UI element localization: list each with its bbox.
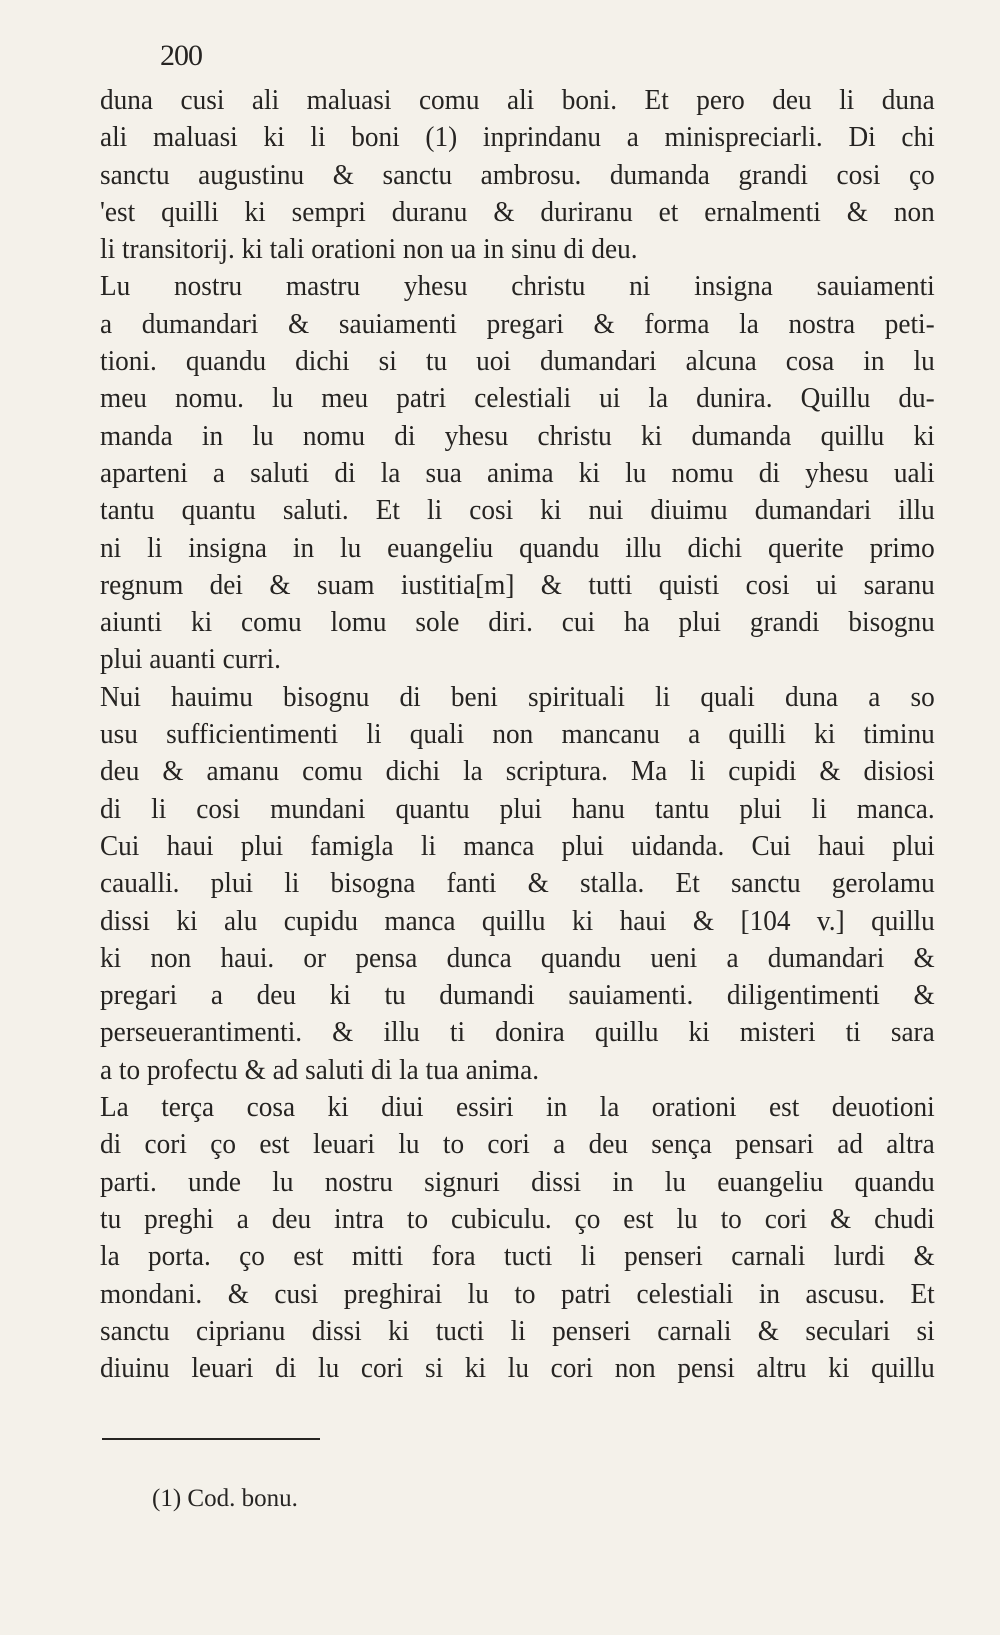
text-line: mondani. & cusi preghirai lu to patri celestiali in ascusu. Et	[100, 1277, 935, 1310]
text-line: manda in lu nomu di yhesu christu ki dumanda quillu ki	[100, 419, 935, 452]
text-line: li transitorij. ki tali orationi non ua in sinu di deu.	[100, 233, 638, 266]
text-line: usu sufficientimenti li quali non mancanu a quilli ki timinu	[100, 718, 935, 751]
text-line: perseuerantimenti. & illu ti donira quillu ki misteri ti sara	[100, 1016, 935, 1049]
text-line: sanctu augustinu & sanctu ambrosu. dumanda grandi cosi ço	[100, 158, 935, 191]
text-line: di li cosi mundani quantu plui hanu tantu plui li manca.	[100, 792, 935, 825]
text-line: tioni. quandu dichi si tu uoi dumandari alcuna cosa in lu	[100, 345, 935, 378]
text-line: parti. unde lu nostru signuri dissi in lu euangeliu quandu	[100, 1165, 935, 1198]
text-line: La terça cosa ki diui essiri in la orationi est deuotioni	[100, 1091, 935, 1124]
text-line: Nui hauimu bisognu di beni spirituali li quali duna a so	[100, 680, 935, 713]
text-line: aparteni a saluti di la sua anima ki lu nomu di yhesu uali	[100, 456, 935, 489]
text-line: Lu nostru mastru yhesu christu ni insigna sauiamenti	[100, 270, 935, 303]
text-line: sanctu ciprianu dissi ki tucti li penseri carnali & seculari si	[100, 1314, 935, 1347]
text-line: meu nomu. lu meu patri celestiali ui la dunira. Quillu du-	[100, 382, 935, 415]
text-line: regnum dei & suam iustitia[m] & tutti quisti cosi ui saranu	[100, 568, 935, 601]
text-line: pregari a deu ki tu dumandi sauiamenti. diligentimenti &	[100, 979, 935, 1012]
text-line: di cori ço est leuari lu to cori a deu sença pensari ad altra	[100, 1128, 935, 1161]
text-line: tantu quantu saluti. Et li cosi ki nui diuimu dumandari illu	[100, 494, 935, 527]
text-line: a to profectu & ad saluti di la tua anima.	[100, 1053, 540, 1086]
text-line: aiunti ki comu lomu sole diri. cui ha plui grandi bisognu	[100, 606, 935, 639]
text-line: duna cusi ali maluasi comu ali boni. Et pero deu li duna	[100, 84, 935, 116]
text-line: ki non haui. or pensa dunca quandu ueni a dumandari &	[100, 941, 935, 974]
text-line: caualli. plui li bisogna fanti & stalla. Et sanctu gerolamu	[100, 867, 935, 900]
text-line: dissi ki alu cupidu manca quillu ki haui & [104 v.] quillu	[100, 904, 935, 937]
text-line: ali maluasi ki li boni (1) inprindanu a minispreciarli. Di chi	[100, 121, 935, 154]
text-line: 'est quilli ki sempri duranu & duriranu et ernalmenti & non	[100, 195, 935, 228]
body-text	[100, 82, 935, 1387]
text-line: plui auanti curri.	[100, 643, 281, 676]
page-number: 200	[160, 39, 202, 72]
text-line: a dumandari & sauiamenti pregari & forma la nostra peti-	[100, 307, 935, 340]
text-line: Cui haui plui famigla li manca plui uidanda. Cui haui plui	[100, 829, 935, 862]
text-line: la porta. ço est mitti fora tucti li penseri carnali lurdi &	[100, 1240, 935, 1273]
text-line: diuinu leuari di lu cori si ki lu cori non pensi altru ki quillu	[100, 1352, 935, 1385]
text-line: ni li insigna in lu euangeliu quandu illu dichi querite primo	[100, 531, 935, 564]
text-line: deu & amanu comu dichi la scriptura. Ma li cupidi & disiosi	[100, 755, 935, 788]
footnote-divider	[102, 1438, 320, 1440]
footnote: (1) Cod. bonu.	[152, 1485, 298, 1512]
text-line: tu preghi a deu intra to cubiculu. ço est lu to cori & chudi	[100, 1202, 935, 1235]
